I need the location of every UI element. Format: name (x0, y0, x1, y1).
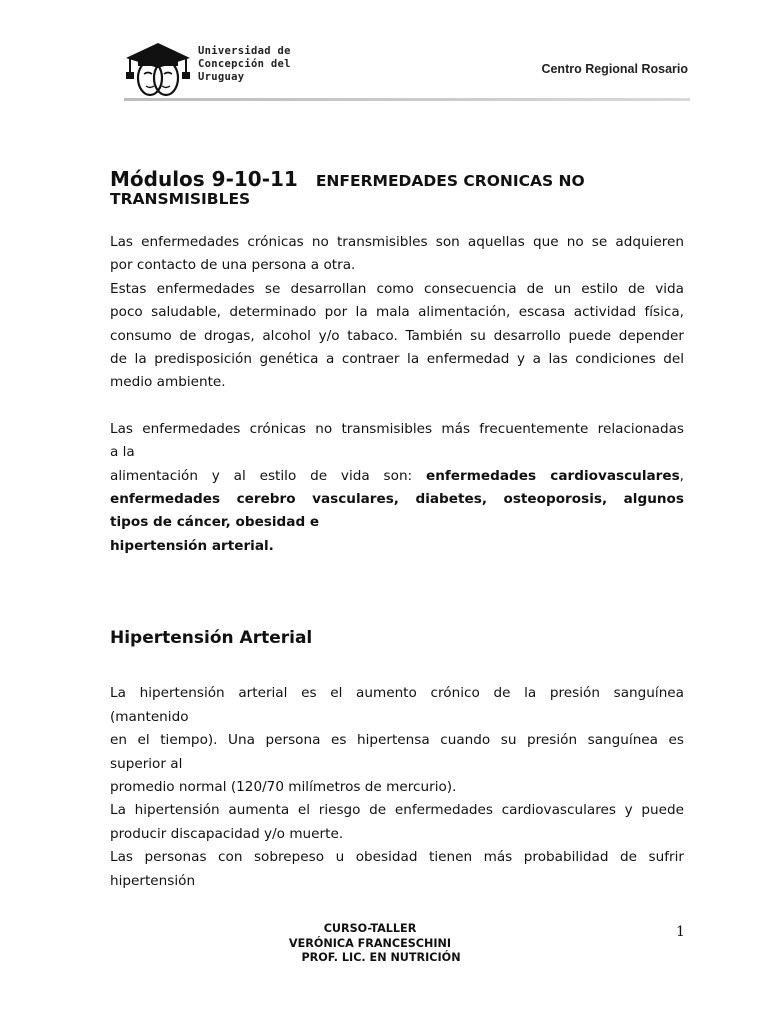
text-run: alimentación y al estilo de vida son: (110, 467, 426, 484)
text-line: producir discapacidad y/o muerte. (110, 825, 344, 842)
text-line: promedio normal (120/70 milímetros de mercurio). (110, 778, 457, 795)
regional-center-name: Centro Regional Rosario (541, 62, 688, 76)
university-name (198, 45, 291, 84)
section-heading: Hipertensión Arterial (110, 628, 313, 649)
text-line: (mantenido (110, 708, 189, 725)
text-line: consumo de drogas, alcohol y/o tabaco. También su desarrollo puede depender (110, 327, 684, 344)
paragraph-related-diseases (110, 418, 684, 558)
text-line: en el tiempo). Una persona es hipertensa cuando su presión sanguínea es (110, 732, 684, 749)
text-line: medio ambiente. (110, 374, 226, 391)
bold-text-line: enfermedades cerebro vasculares, diabetes, osteoporosis, algunos (110, 491, 684, 508)
university-name-line: Universidad de (198, 45, 291, 57)
text-line: hipertensión (110, 872, 196, 889)
bold-text-run: enfermedades cardiovasculares (425, 467, 680, 484)
text-line: Las enfermedades crónicas no transmisibles son aquellas que no se adquieren (110, 234, 684, 250)
text-line: por contacto de una persona a otra. (110, 257, 356, 274)
bold-text-line: tipos de cáncer, obesidad e (110, 514, 320, 531)
title-subject-continued: TRANSMISIBLES (110, 190, 251, 208)
text-line: a la (110, 444, 135, 461)
text-line: Estas enfermedades se desarrollan como consecuencia de un estilo de vida (110, 280, 684, 297)
text-line: Las personas con sobrepeso u obesidad tienen más probabilidad de sufrir (110, 849, 684, 866)
footer-title: PROF. LIC. EN NUTRICIÓN (301, 951, 461, 964)
text-line: La hipertensión arterial es el aumento crónico de la presión sanguínea (110, 685, 684, 702)
header-divider (124, 98, 690, 101)
document-title (110, 167, 684, 208)
text-line: poco saludable, determinado por la mala alimentación, escasa actividad física, (110, 304, 684, 321)
graduation-cap-faces-icon (120, 40, 196, 100)
text-line (110, 465, 684, 488)
text-run: , (679, 467, 684, 484)
paragraph-intro (110, 231, 684, 395)
university-name-line: Uruguay (198, 71, 245, 83)
text-line: de la predisposición genética a contraer la enfermedad y a las condiciones del (110, 351, 684, 368)
modules-label: Módulos 9-10-11 (110, 167, 298, 191)
university-name-line: Concepción del (198, 58, 291, 70)
title-subject: ENFERMEDADES CRONICAS NO (315, 172, 585, 190)
text-line: Las enfermedades crónicas no transmisibles más frecuentemente relacionadas (110, 420, 684, 437)
text-line: superior al (110, 755, 183, 772)
university-logo (120, 40, 320, 96)
footer-credits (240, 922, 500, 966)
paragraph-hypertension (110, 682, 684, 893)
page-number: 1 (676, 924, 685, 940)
bold-text-line: hipertensión arterial. (110, 537, 274, 554)
footer-course: CURSO-TALLER (323, 922, 417, 935)
text-line: La hipertensión aumenta el riesgo de enfermedades cardiovasculares y puede (110, 802, 684, 819)
document-body (110, 167, 684, 893)
page-header (120, 40, 690, 104)
footer-author: VERÓNICA FRANCESCHINI (288, 936, 452, 950)
